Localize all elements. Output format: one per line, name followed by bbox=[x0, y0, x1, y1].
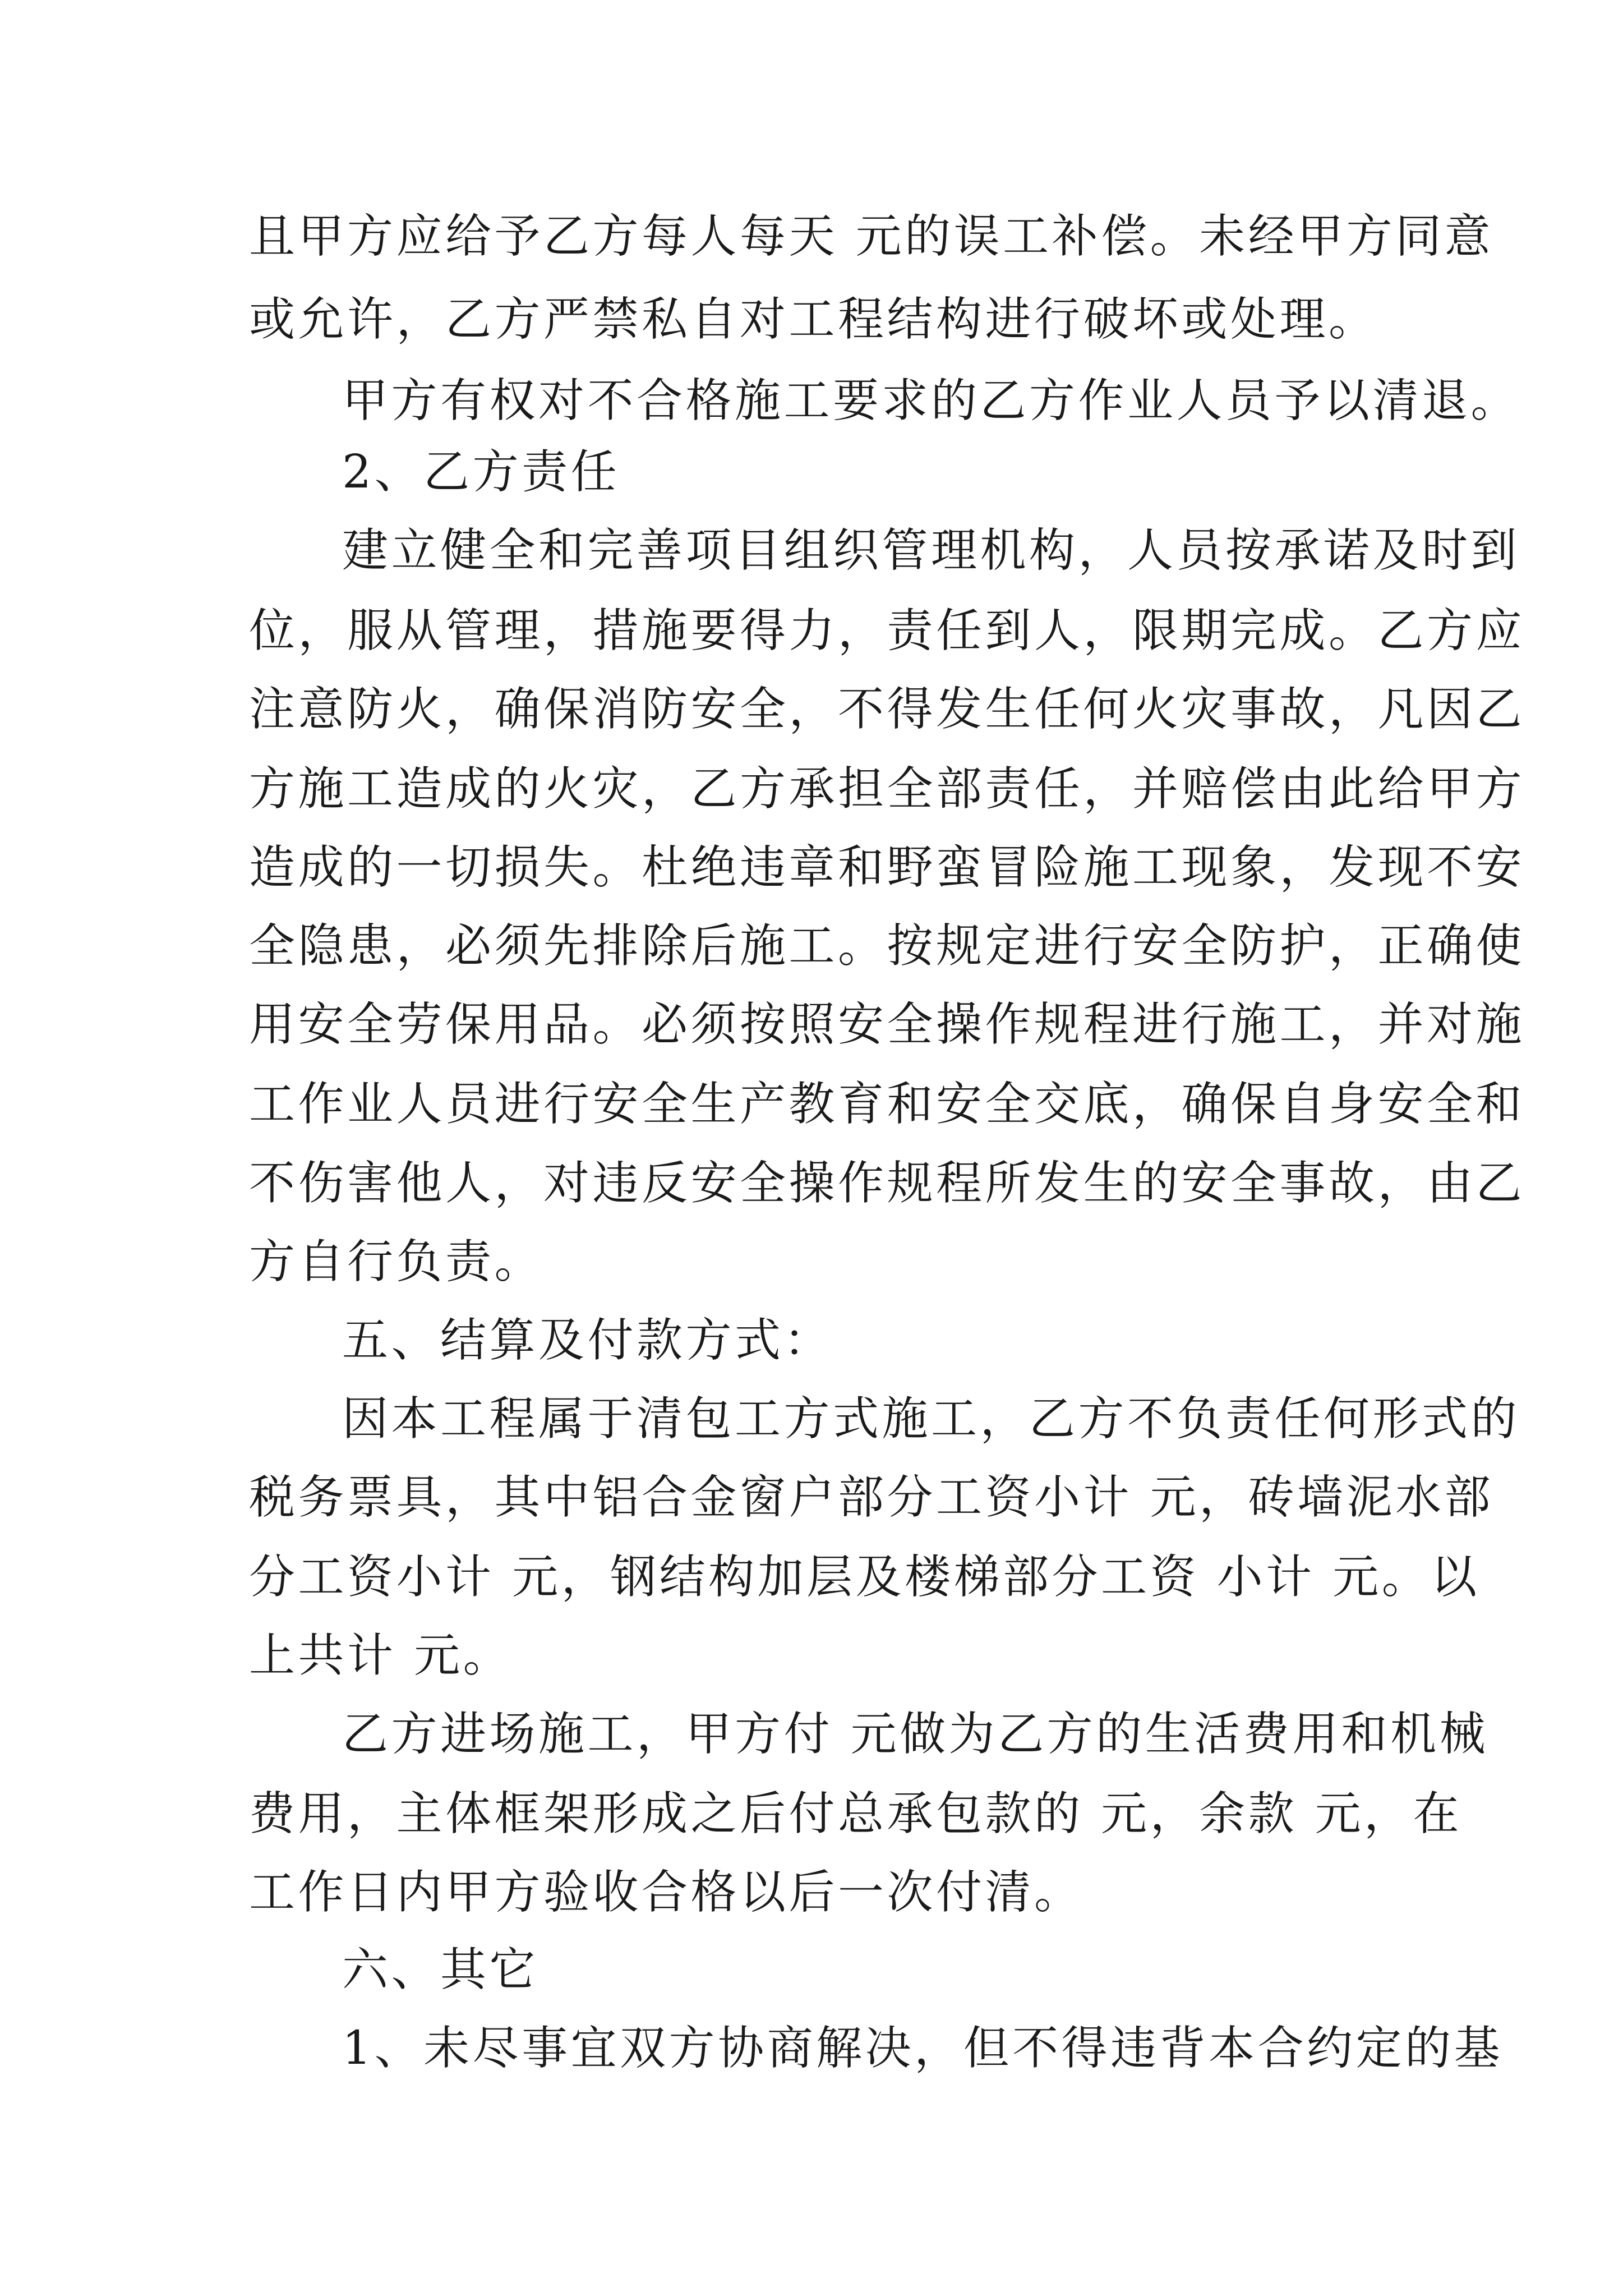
body-text-line: 注意防火，确保消防安全，不得发生任何火灾事故，凡因乙 bbox=[249, 683, 1525, 736]
section-heading: 2、乙方责任 bbox=[342, 445, 620, 499]
body-text-line: 方施工造成的火灾，乙方承担全部责任，并赔偿由此给甲方 bbox=[249, 762, 1525, 816]
body-text-line: 税务票具，其中铝合金窗户部分工资小计 元，砖墙泥水部 bbox=[249, 1471, 1494, 1524]
body-text-line: 分工资小计 元，钢结构加层及楼梯部分工资 小计 元。以 bbox=[249, 1550, 1480, 1604]
section-heading: 五、结算及付款方式： bbox=[342, 1314, 833, 1367]
body-text-line: 工作业人员进行安全生产教育和安全交底，确保自身安全和 bbox=[249, 1078, 1525, 1131]
body-text-line: 或允许，乙方严禁私自对工程结构进行破坏或处理。 bbox=[249, 293, 1378, 346]
body-text-line: 全隐患，必须先排除后施工。按规定进行安全防护，正确使 bbox=[249, 919, 1525, 973]
body-text-line: 上共计 元。 bbox=[249, 1629, 513, 1682]
body-text-line: 1、未尽事宜双方协商解决，但不得违背本合约定的基 bbox=[342, 2022, 1504, 2075]
body-text-line: 因本工程属于清包工方式施工，乙方不负责任何形式的 bbox=[342, 1392, 1520, 1446]
body-text-line: 甲方有权对不合格施工要求的乙方作业人员予以清退。 bbox=[342, 374, 1520, 427]
body-text-line: 方自行负责。 bbox=[249, 1235, 544, 1289]
body-text-line: 造成的一切损失。杜绝违章和野蛮冒险施工现象，发现不安 bbox=[249, 841, 1525, 894]
body-text-line: 用安全劳保用品。必须按照安全操作规程进行施工，并对施 bbox=[249, 998, 1525, 1051]
body-text-line: 位，服从管理，措施要得力，责任到人，限期完成。乙方应 bbox=[249, 604, 1525, 657]
body-text-line: 建立健全和完善项目组织管理机构，人员按承诺及时到 bbox=[342, 524, 1520, 577]
section-heading: 六、其它 bbox=[342, 1943, 539, 1996]
body-text-line: 乙方进场施工，甲方付 元做为乙方的生活费用和机械 bbox=[342, 1708, 1489, 1761]
body-text-line: 不伤害他人，对违反安全操作规程所发生的安全事故，由乙 bbox=[249, 1157, 1525, 1210]
body-text-line: 工作日内甲方验收合格以后一次付清。 bbox=[249, 1866, 1083, 1919]
body-text-line: 且甲方应给予乙方每人每天 元的误工补偿。未经甲方同意 bbox=[249, 210, 1494, 263]
body-text-line: 费用，主体框架形成之后付总承包款的 元，余款 元，在 bbox=[249, 1787, 1463, 1841]
